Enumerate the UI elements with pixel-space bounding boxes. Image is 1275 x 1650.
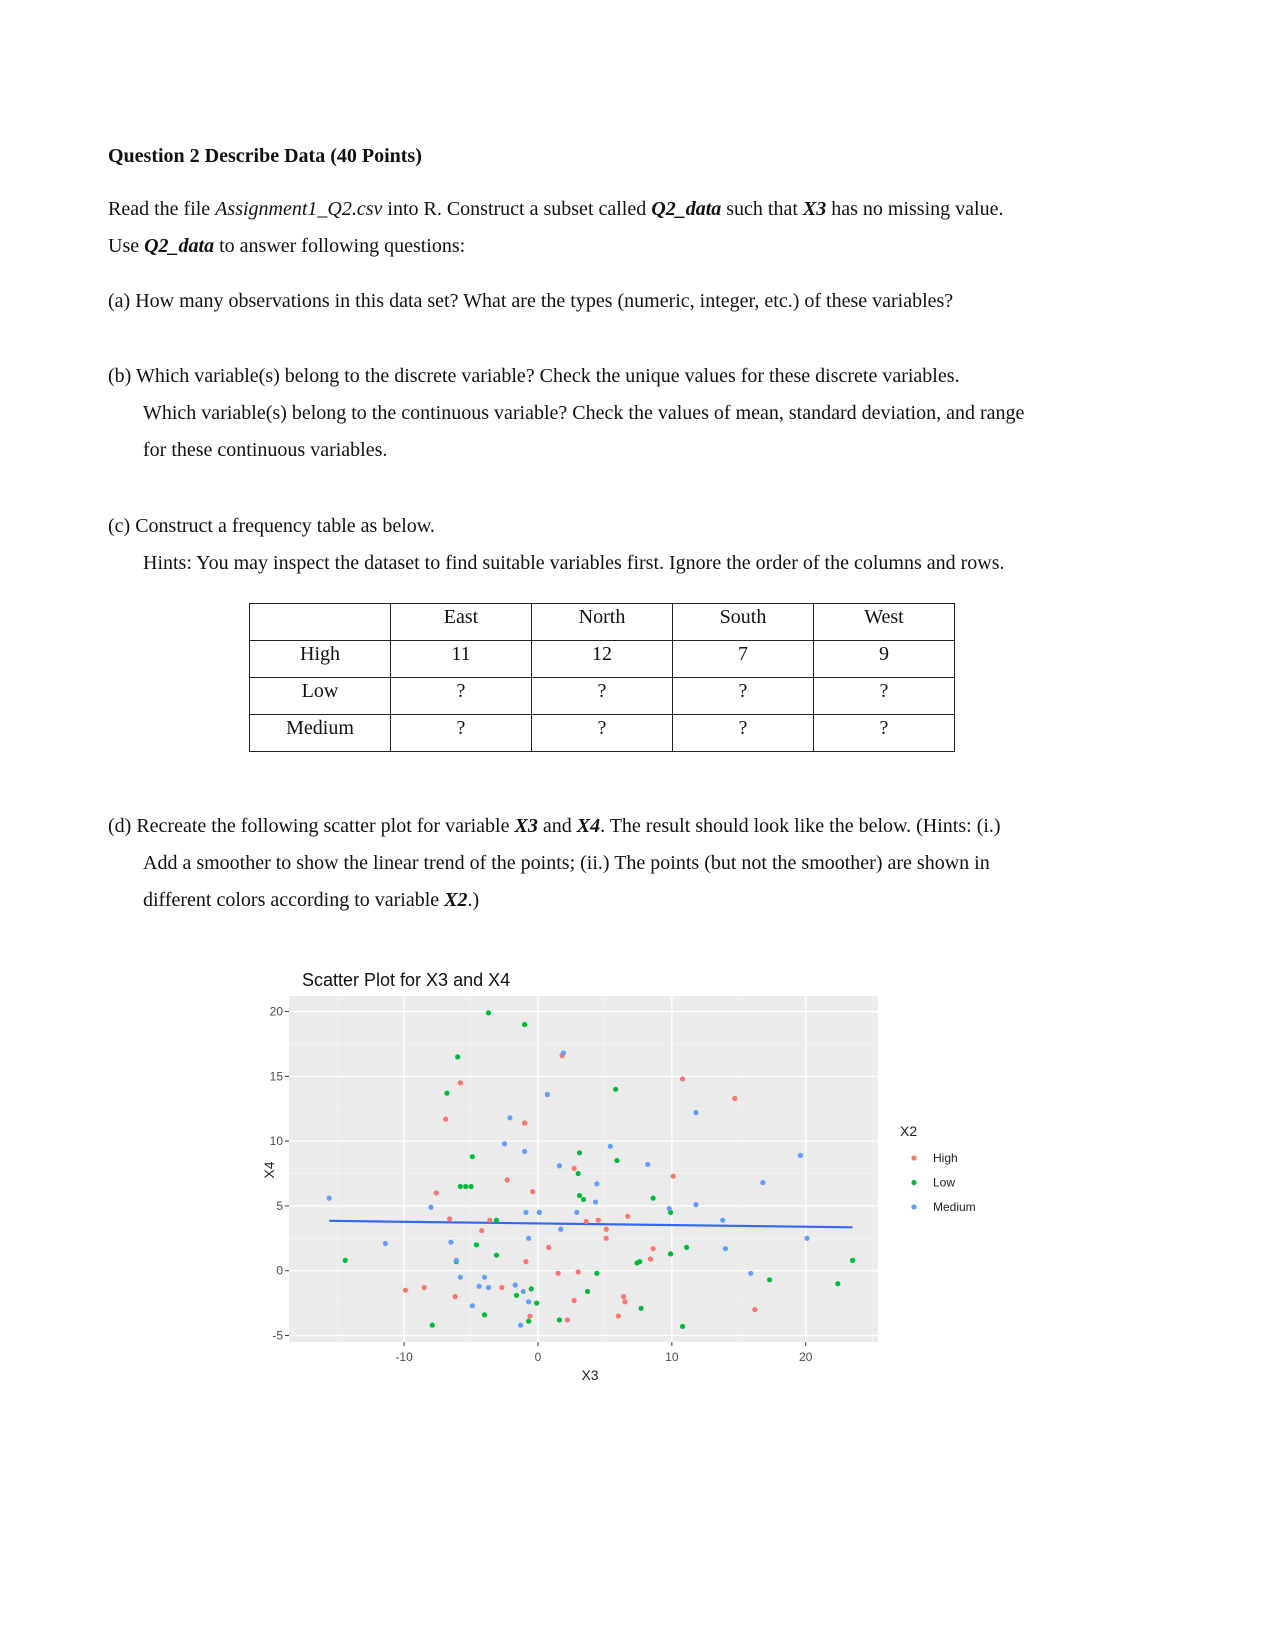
data-point-medium: [513, 1282, 518, 1287]
data-point-medium: [748, 1271, 753, 1276]
data-point-low: [529, 1286, 534, 1291]
table-cell: 7: [673, 641, 814, 678]
question-d-line-2: Add a smoother to show the linear trend of the points; (ii.) The points (but not the smoother) are shown in: [143, 852, 990, 874]
table-header: West: [814, 604, 955, 641]
data-point-medium: [594, 1181, 599, 1186]
data-point-low: [684, 1245, 689, 1250]
data-point-medium: [482, 1275, 487, 1280]
data-point-low: [835, 1281, 840, 1286]
data-point-high: [505, 1177, 510, 1182]
data-point-high: [572, 1298, 577, 1303]
intro-line-1: [108, 198, 1003, 221]
data-point-medium: [561, 1050, 566, 1055]
table-cell: Low: [250, 678, 391, 715]
data-point-high: [458, 1080, 463, 1085]
table-header-row: [250, 604, 955, 641]
intro-line-2: [108, 235, 465, 258]
data-point-medium: [526, 1299, 531, 1304]
data-point-high: [555, 1271, 560, 1276]
legend-label: Medium: [933, 1200, 976, 1214]
data-point-medium: [486, 1285, 491, 1290]
data-point-low: [585, 1289, 590, 1294]
data-point-high: [546, 1245, 551, 1250]
variable-name: X2: [444, 889, 468, 911]
data-point-medium: [723, 1246, 728, 1251]
data-point-high: [622, 1299, 627, 1304]
table-cell: ?: [673, 715, 814, 752]
text: has no missing value.: [826, 198, 1004, 220]
data-point-low: [576, 1171, 581, 1176]
data-point-high: [584, 1219, 589, 1224]
data-point-low: [581, 1197, 586, 1202]
data-point-low: [534, 1301, 539, 1306]
data-point-medium: [518, 1323, 523, 1328]
data-point-medium: [521, 1289, 526, 1294]
data-point-low: [494, 1253, 499, 1258]
data-point-medium: [523, 1210, 528, 1215]
table-cell: ?: [532, 678, 673, 715]
data-point-low: [668, 1251, 673, 1256]
data-point-medium: [448, 1240, 453, 1245]
legend-key-low: [911, 1180, 916, 1185]
text: (d) Recreate the following scatter plot for variable: [108, 815, 515, 837]
data-point-low: [514, 1293, 519, 1298]
variable-name: X3: [514, 815, 538, 837]
question-b-line-2: Which variable(s) belong to the continuous variable? Check the values of mean, standard deviation, and range: [143, 402, 1025, 424]
data-point-high: [487, 1218, 492, 1223]
text: to answer following questions:: [214, 235, 466, 257]
scatter-plot: [250, 960, 1010, 1400]
text: .): [467, 889, 480, 911]
y-tick-label: 15: [269, 1069, 283, 1084]
legend-key-high: [911, 1155, 916, 1160]
data-point-high: [576, 1269, 581, 1274]
data-point-high: [523, 1259, 528, 1264]
data-point-high: [752, 1307, 757, 1312]
table-cell: 11: [391, 641, 532, 678]
frequency-table: [249, 603, 955, 752]
question-b-line-3: for these continuous variables.: [143, 439, 388, 461]
data-point-low: [577, 1193, 582, 1198]
data-point-medium: [593, 1199, 598, 1204]
question-heading: Question 2 Describe Data (40 Points): [108, 145, 422, 167]
question-c-hint: Hints: You may inspect the dataset to find suitable variables first. Ignore the order of the columns and rows.: [143, 552, 1005, 574]
legend-label: High: [933, 1151, 958, 1165]
data-point-medium: [383, 1241, 388, 1246]
data-point-medium: [574, 1210, 579, 1215]
data-point-low: [557, 1317, 562, 1322]
table-cell: ?: [673, 678, 814, 715]
legend-key-medium: [911, 1204, 916, 1209]
data-point-high: [443, 1117, 448, 1122]
legend-title: X2: [900, 1123, 918, 1139]
data-point-low: [474, 1242, 479, 1247]
data-point-low: [430, 1323, 435, 1328]
data-point-high: [572, 1166, 577, 1171]
data-point-high: [527, 1313, 532, 1318]
data-point-medium: [798, 1153, 803, 1158]
data-point-high: [565, 1317, 570, 1322]
legend-label: Low: [933, 1175, 956, 1190]
data-point-medium: [693, 1202, 698, 1207]
question-d-line-3: [143, 889, 479, 912]
data-point-high: [616, 1313, 621, 1318]
data-point-low: [680, 1324, 685, 1329]
data-point-high: [530, 1189, 535, 1194]
table-row: [250, 641, 955, 678]
table-cell: ?: [532, 715, 673, 752]
data-point-medium: [645, 1162, 650, 1167]
data-point-medium: [470, 1303, 475, 1308]
data-point-medium: [557, 1163, 562, 1168]
question-c-line-1: (c) Construct a frequency table as below.: [108, 515, 435, 537]
x-tick-label: 0: [534, 1350, 542, 1364]
text: and: [537, 815, 577, 837]
data-point-high: [403, 1288, 408, 1293]
data-point-low: [613, 1087, 618, 1092]
data-point-medium: [454, 1258, 459, 1263]
x-axis-label: X3: [581, 1367, 599, 1383]
data-point-high: [621, 1294, 626, 1299]
data-point-medium: [558, 1227, 563, 1232]
data-point-low: [651, 1196, 656, 1201]
data-point-low: [594, 1271, 599, 1276]
text: Use: [108, 235, 145, 257]
data-point-low: [850, 1258, 855, 1263]
data-point-medium: [720, 1218, 725, 1223]
data-point-low: [470, 1154, 475, 1159]
y-tick-label: 0: [276, 1263, 283, 1278]
table-cell: ?: [391, 715, 532, 752]
data-point-low: [526, 1319, 531, 1324]
y-tick-label: 10: [269, 1134, 283, 1149]
table-row: [250, 678, 955, 715]
data-point-medium: [458, 1275, 463, 1280]
data-point-high: [447, 1216, 452, 1221]
table-cell: 12: [532, 641, 673, 678]
text: Read the file: [108, 198, 216, 220]
data-point-medium: [507, 1115, 512, 1120]
table-cell: ?: [814, 715, 955, 752]
data-point-medium: [537, 1210, 542, 1215]
data-point-high: [648, 1256, 653, 1261]
data-point-medium: [502, 1141, 507, 1146]
table-header: North: [532, 604, 673, 641]
plot-panel: [289, 996, 878, 1342]
data-point-medium: [522, 1149, 527, 1154]
data-point-medium: [667, 1206, 672, 1211]
table-header: East: [391, 604, 532, 641]
data-point-high: [422, 1285, 427, 1290]
data-point-high: [651, 1246, 656, 1251]
text: such that: [721, 198, 803, 220]
table-cell: ?: [391, 678, 532, 715]
data-point-low: [767, 1277, 772, 1282]
data-point-high: [479, 1228, 484, 1233]
data-point-low: [482, 1312, 487, 1317]
x-tick-label: 20: [799, 1350, 813, 1364]
variable-name: X4: [576, 815, 601, 837]
data-point-high: [499, 1285, 504, 1290]
data-point-medium: [760, 1180, 765, 1185]
text: . The result should look like the below. (Hints: (i.): [600, 815, 1001, 837]
question-a: (a) How many observations in this data set? What are the types (numeric, integer, etc.) of these variables?: [108, 290, 954, 312]
data-point-high: [604, 1227, 609, 1232]
table-row: [250, 715, 955, 752]
data-point-low: [455, 1054, 460, 1059]
table-cell: High: [250, 641, 391, 678]
data-point-low: [614, 1158, 619, 1163]
data-point-low: [577, 1150, 582, 1155]
data-point-high: [434, 1190, 439, 1195]
data-point-medium: [526, 1236, 531, 1241]
y-tick-label: 20: [269, 1004, 283, 1019]
data-point-low: [634, 1260, 639, 1265]
data-point-medium: [693, 1110, 698, 1115]
data-point-high: [680, 1076, 685, 1081]
data-point-low: [343, 1258, 348, 1263]
x-tick-label: -10: [395, 1350, 413, 1364]
data-point-medium: [804, 1236, 809, 1241]
table-header: South: [673, 604, 814, 641]
data-point-medium: [428, 1205, 433, 1210]
data-point-low: [458, 1184, 463, 1189]
x-tick-label: 10: [665, 1350, 679, 1364]
question-d-line-1: [108, 815, 1001, 838]
question-b-line-1: (b) Which variable(s) belong to the discrete variable? Check the unique values for these discrete variables.: [108, 365, 960, 387]
data-point-low: [638, 1306, 643, 1311]
data-point-medium: [608, 1144, 613, 1149]
y-tick-label: 5: [276, 1198, 283, 1213]
data-point-medium: [327, 1196, 332, 1201]
subset-name: Q2_data: [651, 198, 722, 220]
data-point-low: [463, 1184, 468, 1189]
y-tick-label: -5: [272, 1328, 283, 1343]
data-point-high: [732, 1096, 737, 1101]
data-point-low: [486, 1010, 491, 1015]
table-cell: ?: [814, 678, 955, 715]
subset-name: Q2_data: [144, 235, 215, 257]
data-point-low: [468, 1184, 473, 1189]
y-axis-label: X4: [261, 1161, 277, 1179]
variable-name: X3: [802, 198, 827, 220]
data-point-low: [522, 1022, 527, 1027]
data-point-high: [625, 1214, 630, 1219]
data-point-medium: [545, 1092, 550, 1097]
data-point-high: [452, 1294, 457, 1299]
data-point-high: [671, 1174, 676, 1179]
table-cell: 9: [814, 641, 955, 678]
file-name: Assignment1_Q2.csv: [215, 198, 383, 220]
table-cell: Medium: [250, 715, 391, 752]
data-point-medium: [476, 1284, 481, 1289]
table-header: [250, 604, 391, 641]
data-point-high: [522, 1120, 527, 1125]
data-point-high: [604, 1236, 609, 1241]
data-point-low: [444, 1091, 449, 1096]
text: different colors according to variable: [143, 889, 445, 911]
chart-title: Scatter Plot for X3 and X4: [302, 970, 511, 990]
text: into R. Construct a subset called: [382, 198, 652, 220]
data-point-low: [494, 1218, 499, 1223]
data-point-high: [596, 1218, 601, 1223]
